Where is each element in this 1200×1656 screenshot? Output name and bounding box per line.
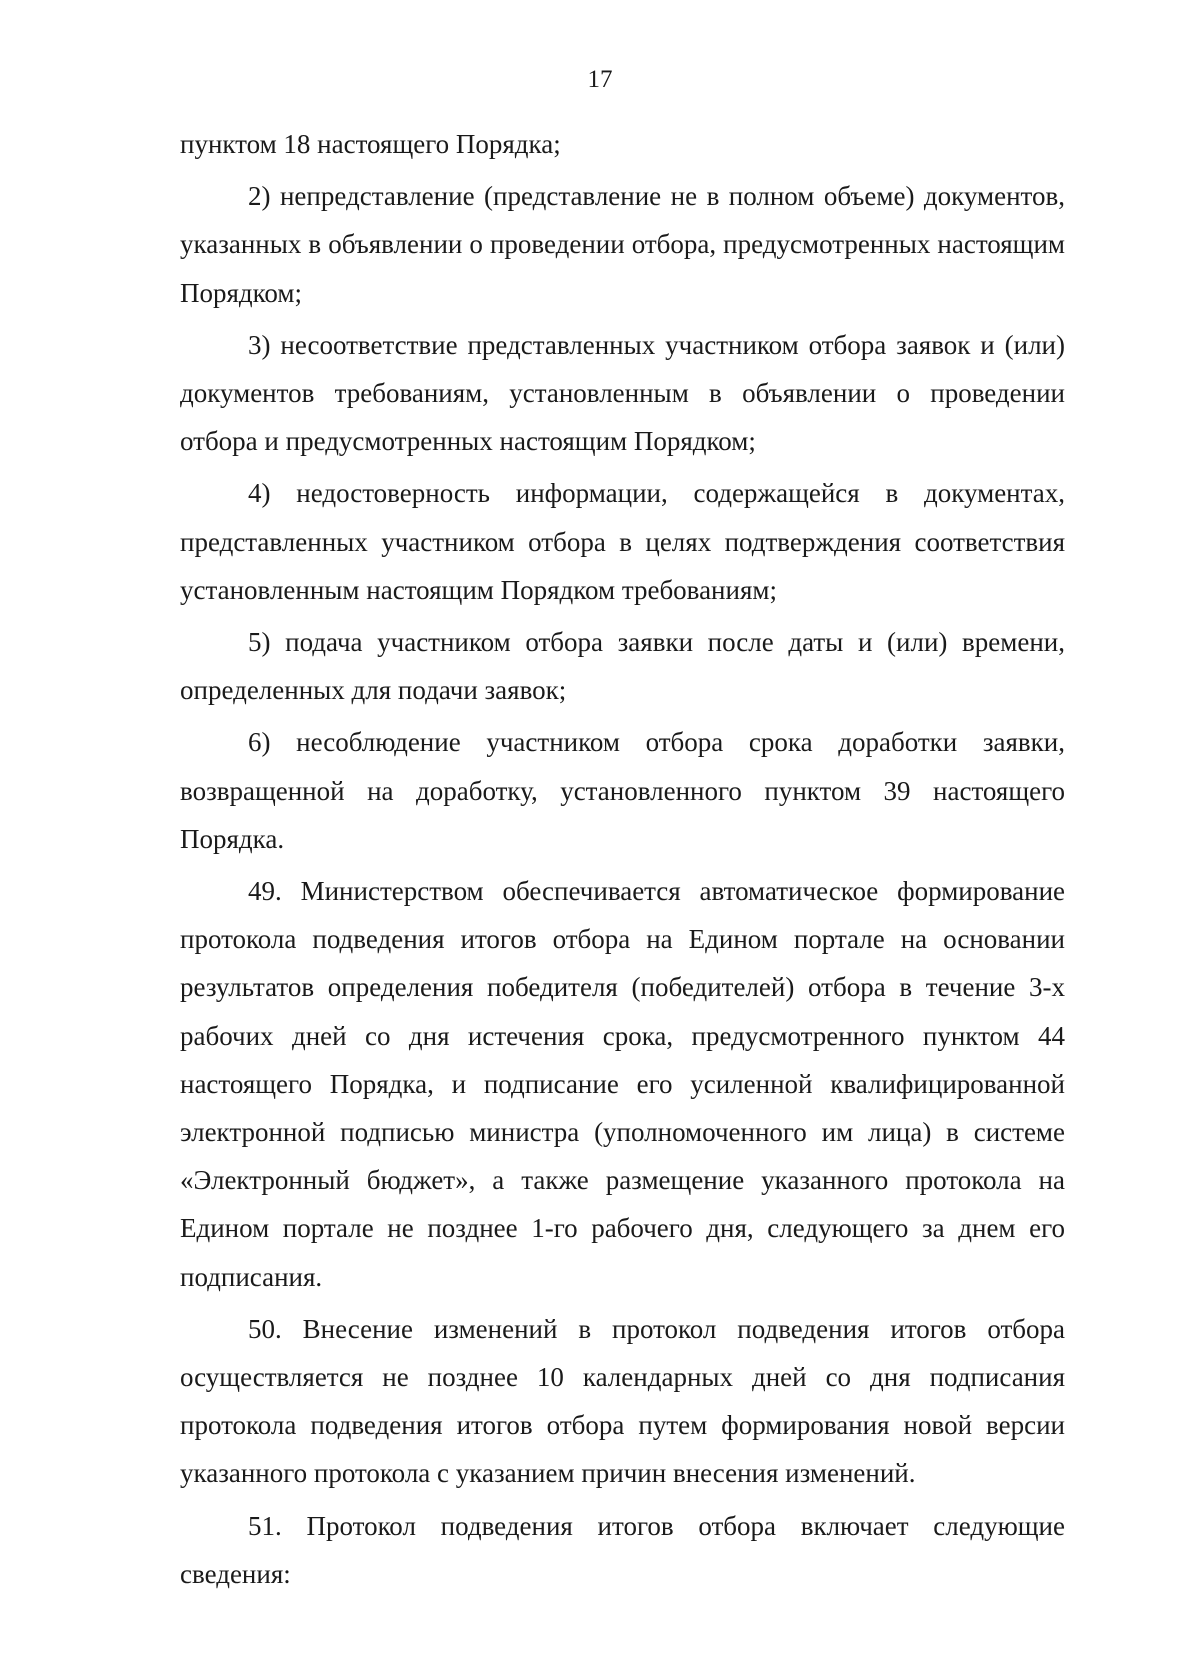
paragraph-item-2: 2) непредставление (представление не в полном объеме) документов, указанных в объявлении о проведении отбора, предусмотренных настоящим Порядком; xyxy=(180,181,1065,308)
paragraph-clause-51: 51. Протокол подведения итогов отбора включает следующие сведения: xyxy=(180,1510,1065,1589)
document-body xyxy=(180,120,1065,1598)
paragraph-item-3: 3) несоответствие представленных участником отбора заявок и (или) документов требованиям, установленным в объявлении о проведении отбора и предусмотренных настоящим Порядком; xyxy=(180,329,1065,457)
page-number: 17 xyxy=(587,66,613,93)
paragraph-clause-49: 49. Министерством обеспечивается автоматическое формирование протокола подведения итогов отбора на Едином портале на основании результатов определения победителя (победителей) отбора в течение 3-х рабочих дней со дня истечения срока, предусмотренного пунктом 44 настоящего Порядка, и подписание его усиленной квалифицированной электронной подписью министра (уполномоченного им лица) в системе «Электронный бюджет», а также размещение указанного протокола на Едином портале не позднее 1-го рабочего дня, следующего за днем его подписания. xyxy=(180,876,1065,1292)
paragraph-item-5: 5) подача участником отбора заявки после даты и (или) времени, определенных для подачи заявок; xyxy=(180,627,1065,706)
paragraph-continuation: пунктом 18 настоящего Порядка; xyxy=(180,129,561,159)
paragraph-clause-50: 50. Внесение изменений в протокол подведения итогов отбора осуществляется не позднее 10 календарных дней со дня подписания протокола подведения итогов отбора путем формирования новой версии указанного протокола с указанием причин внесения изменений. xyxy=(180,1313,1065,1489)
paragraph-item-4: 4) недостоверность информации, содержащейся в документах, представленных участником отбора в целях подтверждения соответствия установленным настоящим Порядком требованиям; xyxy=(180,478,1065,605)
paragraph-item-6: 6) несоблюдение участником отбора срока доработки заявки, возвращенной на доработку, установленного пунктом 39 настоящего Порядка. xyxy=(180,727,1065,854)
